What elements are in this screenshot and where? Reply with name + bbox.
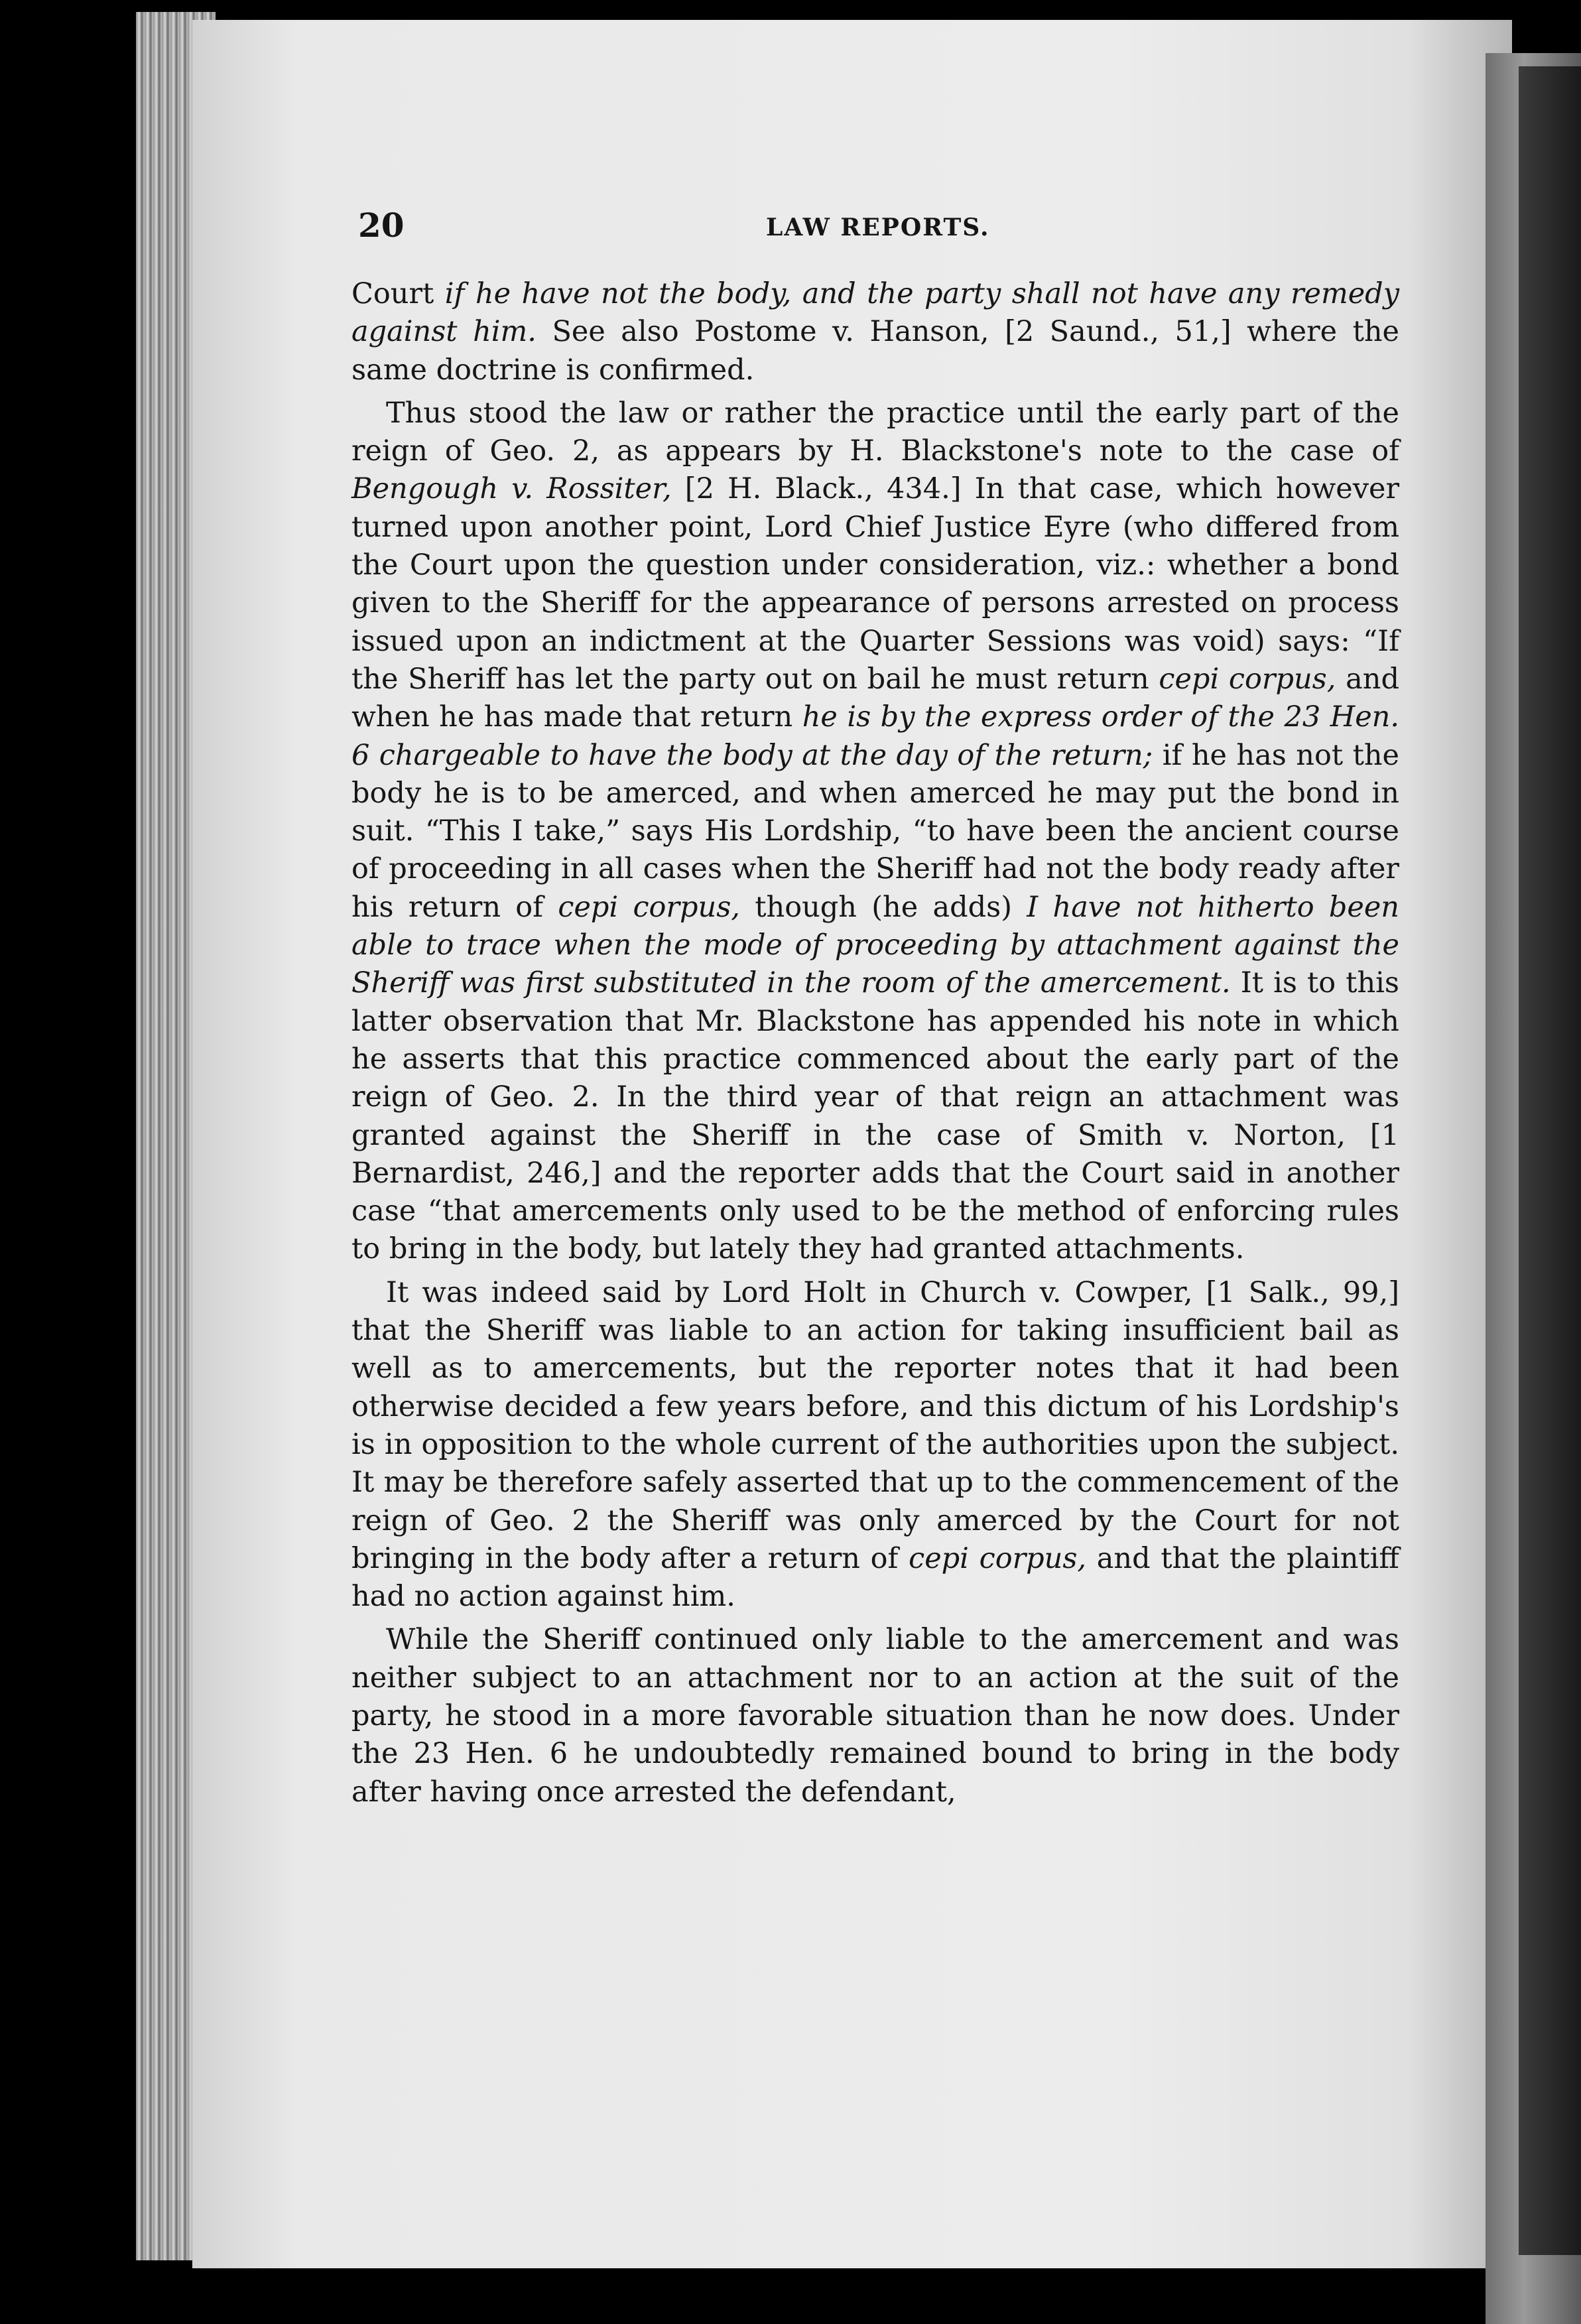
text-run: [2 H. Black., 434.] In that case, which however turned upon another point, Lord Chief Justice Eyre (who differed from the Court upon the question under consideration, viz.: whether a bond given to the Sheriff for the appearance of persons arrested on process issued upon an indictment at the Quarter Sessions was void) says: “If the Sheriff has let the party out on bail he must return bbox=[351, 472, 1400, 696]
text-run: It was indeed said by Lord Holt in Church v. Cowper, [1 Salk., 99,] that the Sheriff was liable to an action for taking insufficient bail as well as to amercements, but the reporter notes that it had been otherwise decided a few years before, and this dictum of his Lordship's is in opposition to the whole current of the authorities upon the subject. It may be therefore safely asserted that up to the commencement of the reign of Geo. 2 the Sheriff was only amerced by the Court for not bringing in the body after a return of bbox=[351, 1275, 1399, 1575]
text-run: and when he has made that return bbox=[351, 662, 1399, 734]
paragraph-4 bbox=[351, 1621, 1399, 1811]
italic-run: cepi corpus, bbox=[909, 1541, 1087, 1575]
italic-run: if he have not the body, and the party shall not have any remedy against him. bbox=[351, 277, 1399, 349]
binding-shadow bbox=[1519, 66, 1581, 2255]
page-header bbox=[358, 206, 1413, 245]
text-run: and that the plaintiff had no action against him. bbox=[351, 1541, 1399, 1614]
paragraph-1 bbox=[351, 275, 1399, 389]
text-run: if he has not the body he is to be amerced, and when amerced he may put the bond in suit. “This I take,” says His Lordship, “to have been the ancient course of proceeding in all cases when the Sheriff had not the body ready after his return of bbox=[351, 738, 1399, 924]
italic-run: I have not hitherto been able to trace when the mode of proceeding by attachment against the Sheriff was first substituted in the room of the amercement. bbox=[351, 890, 1400, 1000]
text-run: It is to this latter observation that Mr. Blackstone has appended his note in which he asserts that this practice commenced about the early part of the reign of Geo. 2. In the third year of that reign an attachment was granted against the Sheriff in the case of Smith v. Norton, [1 Bernardist, 246,] and the reporter adds that the Court said in another case “that amercements only used to be the method of enforcing rules to bring in the body, but lately they had granted attachments. bbox=[351, 966, 1399, 1266]
paragraph-2 bbox=[351, 395, 1399, 1269]
paragraph-3 bbox=[351, 1274, 1399, 1616]
text-run: See also Postome v. Hanson, [2 Saund., 51,] where the same doctrine is confirmed. bbox=[351, 315, 1399, 387]
running-head: LAW REPORTS. bbox=[766, 214, 990, 241]
text-run: While the Sheriff continued only liable to the amercement and was neither subject to an attachment nor to an action at the suit of the party, he stood in a more favorable situation than he now does. Under the 23 Hen. 6 he undoubtedly remained bound to bring in the body after having once arrested the defendant, bbox=[351, 1623, 1399, 1809]
page-number: 20 bbox=[358, 206, 405, 245]
italic-run: Bengough v. Rossiter, bbox=[351, 472, 672, 506]
text-run: Thus stood the law or rather the practice until the early part of the reign of Geo. 2, as appears by H. Blackstone's note to the case of bbox=[351, 396, 1399, 468]
text-run: Court bbox=[351, 277, 445, 310]
text-run: though (he adds) bbox=[739, 890, 1027, 924]
italic-run: he is by the express order of the 23 Hen. 6 chargeable to have the body at the day of the return; bbox=[351, 700, 1399, 772]
italic-run: cepi corpus, bbox=[1159, 662, 1336, 696]
page-body bbox=[351, 275, 1399, 1817]
italic-run: cepi corpus, bbox=[558, 890, 740, 924]
